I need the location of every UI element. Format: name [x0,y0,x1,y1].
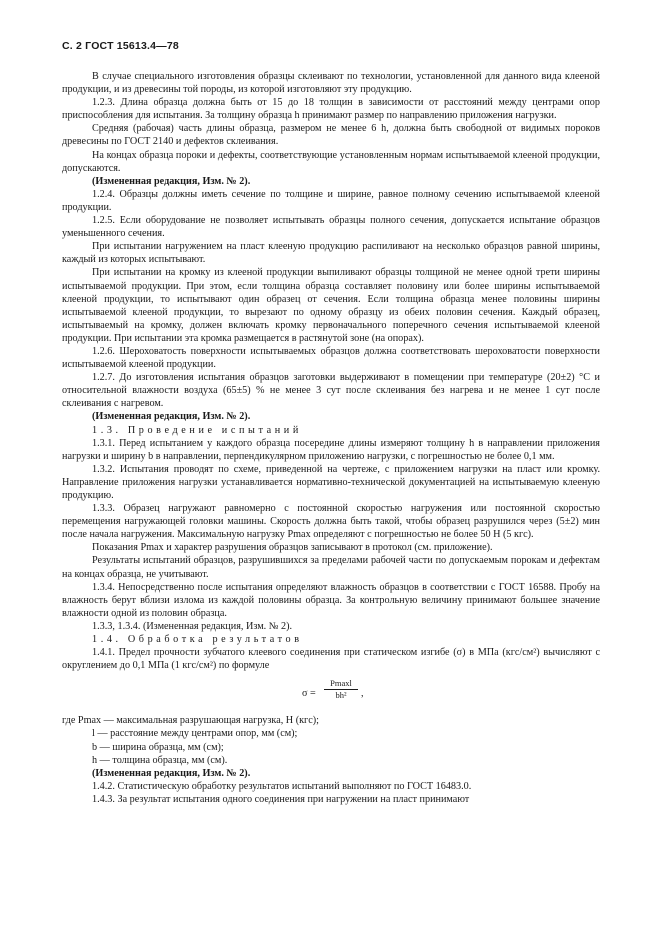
paragraph: Результаты испытаний образцов, разрушившихся за пределами рабочей части по допускаемым порокам и дефектам на концах образца, не учитывают. [62,555,600,580]
document-body [62,70,600,806]
section-heading: 1.3. Проведение испытаний [92,424,302,436]
paragraph: Средняя (рабочая) часть длины образца, размером не менее 6 h, должна быть свободной от видимых пороков древесины по ГОСТ 2140 и дефектов склеивания. [62,123,600,148]
paragraph: При испытании на кромку из клееной продукции выпиливают образцы толщиной не менее одной трети ширины испытываемой продукции. При этом, если толщина образца составляет половину или более ширины испытываемой клееной продукции, то испытывают один образец от сечения. Если толщина образца менее половины ширины испытываемой клееной продукции, то вырезают по одному образцу из обеих половин сечения. Каждый образец, испытываемый на кромку, должен включать кромку первоначального поперечного сечения испытываемой клееной продукции. При испытании эта кромка размещается в растянутой зоне (на опорах). [62,267,600,344]
formula-fraction [324,678,358,700]
paragraph: В случае специального изготовления образцы склеивают по технологии, установленной для данного вида клееной продукции, и из древесины той породы, из которой изготовляют эту продукцию. [62,71,600,96]
paragraph: 1.3.4. Непосредственно после испытания определяют влажность образцов в соответствии с ГОСТ 16588. Пробу на влажность берут вблизи излома из каждой половины образца. За контрольную величину принимают большее значение влажности одной из половин образца. [62,581,600,619]
paragraph: Показания Pmax и характер разрушения образцов записывают в протокол (см. приложение). [92,542,493,554]
paragraph: 1.2.4. Образцы должны иметь сечение по толщине и ширине, равное полному сечению испытываемой клееной продукции. [62,188,600,213]
formula-tail: , [361,688,364,700]
paragraph: 1.2.5. Если оборудование не позволяет испытывать образцы полного сечения, допускается испытание образцов уменьшенного сечения. [62,215,600,240]
paragraph: 1.4.1. Предел прочности зубчатого клеевого соединения при статическом изгибе (σ) в МПа (кгс/см²) вычисляют с округлением до 0,1 МПа (1 кгс/см²) по формуле [62,647,600,672]
formula [62,678,600,708]
formula-lhs: σ = [302,688,316,700]
paragraph: 1.2.3. Длина образца должна быть от 15 до 18 толщин в зависимости от расстояний между центрами опор приспособления для испытания. За толщину образца h принимают размер по направлению приложения нагрузки. [62,97,600,122]
definition-line: h — толщина образца, мм (см). [92,754,228,766]
definition-line: b — ширина образца, мм (см); [92,741,224,753]
paragraph: 1.3.3. Образец нагружают равномерно с постоянной скоростью нагружения или постоянной скоростью перемещения нагружающей головки машины. Скорость должна быть такой, чтобы образец разрушился через (5±2) мин после начала нагружения. Максимальную нагрузку Pmax определяют с погрешностью не более 50 Н (5 кгс). [62,503,600,541]
section-heading: 1.4. Обработка результатов [92,634,303,646]
paragraph: 1.3.2. Испытания проводят по схеме, приведенной на чертеже, с приложением нагрузки на пласт или кромку. Направление приложения нагрузки устанавливается нормативно-технической документацией на испытываемую клееную продукцию. [62,463,600,501]
variable-definitions [62,714,600,766]
revision-note: (Измененная редакция, Изм. № 2). [92,411,251,423]
paragraph: 1.4.3. За результат испытания одного соединения при нагружении на пласт принимают [92,793,470,805]
paragraph: 1.3.3, 1.3.4. (Измененная редакция, Изм. № 2). [92,620,293,632]
formula-denominator: bh² [335,690,347,701]
definition-line: l — расстояние между центрами опор, мм (см); [92,728,298,740]
paragraph: На концах образца пороки и дефекты, соответствующие установленным нормам испытываемой клееной продукции, допускаются. [62,149,600,174]
revision-note: (Измененная редакция, Изм. № 2). [92,767,251,779]
paragraph: 1.3.1. Перед испытанием у каждого образца посередине длины измеряют толщину h в направлении приложения нагрузки и ширину b в направлении, перпендикулярном приложению нагрузки, с погрешностью не более 0,1 мм. [62,437,600,462]
page-header: С. 2 ГОСТ 15613.4—78 [62,40,179,52]
paragraph: 1.2.7. До изготовления испытания образцов заготовки выдерживают в помещении при температуре (20±2) °С и относительной влажности воздуха (65±5) % не менее 3 сут после склеивания без нагрева и не менее 1 сут после склеивания с нагревом. [62,372,600,410]
paragraph: При испытании нагружением на пласт клееную продукцию распиливают на несколько образцов равной ширины, каждый из которых испытывают. [62,241,600,266]
revision-note: (Измененная редакция, Изм. № 2). [92,175,251,187]
definition-line: где Pmax — максимальная разрушающая нагрузка, Н (кгс); [62,715,319,727]
paragraph: 1.4.2. Статистическую обработку результатов испытаний выполняют по ГОСТ 16483.0. [92,780,472,792]
formula-numerator: Pmaxl [324,678,358,690]
paragraph: 1.2.6. Шероховатость поверхности испытываемых образцов должна соответствовать шероховатости поверхности испытываемой клееной продукции. [62,345,600,371]
